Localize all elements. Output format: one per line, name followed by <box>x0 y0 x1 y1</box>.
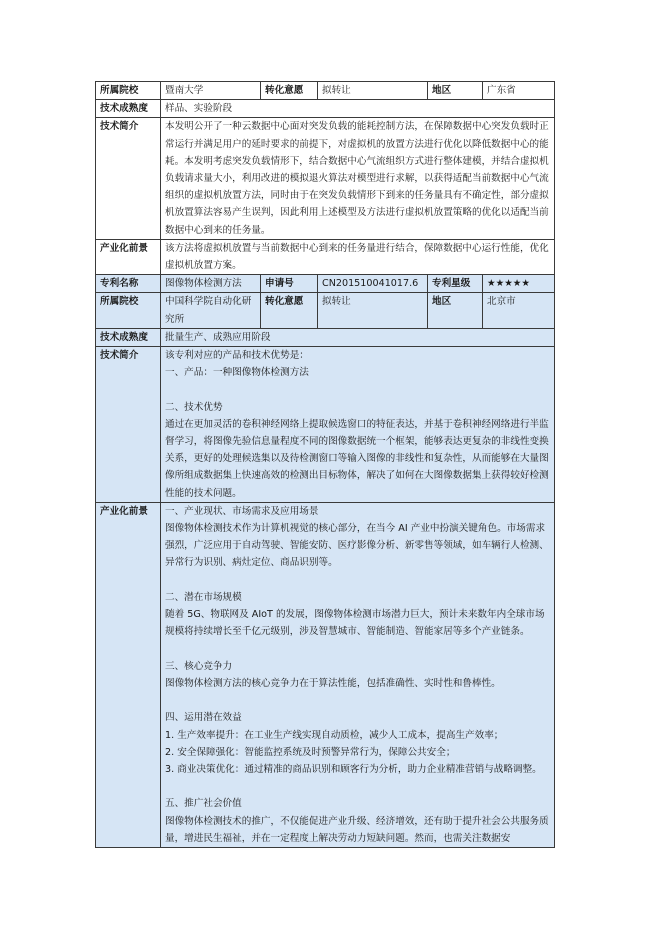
r1-maturity-row <box>96 100 555 118</box>
r2-region-label: 地区 <box>428 293 483 328</box>
r1-industry-row <box>96 239 555 274</box>
r2-patent-name-label: 专利名称 <box>96 275 161 293</box>
r1-maturity-value: 样品、实验阶段 <box>161 100 555 118</box>
r2-maturity-row <box>96 328 555 346</box>
r1-maturity-label: 技术成熟度 <box>96 100 161 118</box>
r2-maturity-label: 技术成熟度 <box>96 328 161 346</box>
r1-region-label: 地区 <box>428 82 483 100</box>
r1-industry-label: 产业化前景 <box>96 239 161 274</box>
r2-institution-label: 所属院校 <box>96 293 161 328</box>
r2-intro-row <box>96 347 555 503</box>
r1-region-value: 广东省 <box>483 82 555 100</box>
r1-transfer-label: 转化意愿 <box>261 82 318 100</box>
r2-info-row <box>96 293 555 328</box>
r2-industry-label: 产业化前景 <box>96 502 161 847</box>
r1-transfer-value: 拟转让 <box>318 82 428 100</box>
r1-institution-value: 暨南大学 <box>161 82 261 100</box>
r2-star-label: 专利星级 <box>428 275 483 293</box>
r2-star-rating: ★★★★★ <box>483 275 555 293</box>
r1-intro-value: 本发明公开了一种云数据中心面对突发负载的能耗控制方法，在保障数据中心突发负载时正常运行并满足用户的延时要求的前提下，对虚拟机的放置方法进行优化以降低数据中心的能耗。本发明考虑突发负载情形下，结合数据中心气流组织方式进行整体建模，并结合虚拟机负载请求量大小，利用改进的模拟退火算法对模型进行求解，以获得适配当前数据中心气流组织的虚拟机放置方法，同时由于在突发负载情形下到来的任务量具有不确定性，部分虚拟机放置算法容易产生误判，因此利用上述模型及方法进行虚拟机放置策略的优化以适配当前数据中心到来的任务量。 <box>161 118 555 239</box>
r1-institution-label: 所属院校 <box>96 82 161 100</box>
r2-region-value: 北京市 <box>483 293 555 328</box>
r2-industry-row <box>96 502 555 847</box>
r2-industry-value: 一、产业现状、市场需求及应用场景 图像物体检测技术作为计算机视觉的核心部分，在当今 AI 产业中扮演关键角色。市场需求强烈，广泛应用于自动驾驶、智能安防、医疗影像分析、新零售等领域，如车辆行人检测、异常行为识别、病灶定位、商品识别等。 二、潜在市场规模 随着 5G、物联网及 AIoT 的发展，图像物体检测市场潜力巨大，预计未来数年内全球市场规模将持续增长至千亿元级别，涉及智慧城市、智能制造、智能家居等多个产业链条。 三、核心竞争力 图像物体检测方法的核心竞争力在于算法性能，包括准确性、实时性和鲁棒性。 四、运用潜在效益 1. 生产效率提升：在工业生产线实现自动质检，减少人工成本，提高生产效率； 2. 安全保障强化：智能监控系统及时预警异常行为，保障公共安全； 3. 商业决策优化：通过精准的商品识别和顾客行为分析，助力企业精准营销与战略调整。 五、推广社会价值 图像物体检测技术的推广，不仅能促进产业升级、经济增效，还有助于提升社会公共服务质量，增进民生福祉，并在一定程度上解决劳动力短缺问题。然而，也需关注数据安 <box>161 502 555 847</box>
r2-patent-name-value: 图像物体检测方法 <box>161 275 261 293</box>
patent-table <box>95 81 555 848</box>
r2-transfer-value: 拟转让 <box>318 293 428 328</box>
r1-intro-label: 技术简介 <box>96 118 161 239</box>
r1-info-row <box>96 82 555 100</box>
r2-intro-value: 该专利对应的产品和技术优势是： 一、产品：一种图像物体检测方法 二、技术优势 通过在更加灵活的卷积神经网络上提取候选窗口的特征表达，并基于卷积神经网络进行半监督学习，将图像先验信息量程度不同的图像数据统一个框架，能够表达更复杂的非线性变换关系，更好的处理候选集以及待检测窗口等输入图像的非线性和复杂性，从而能够在大量图像所组成数据集上快速高效的检测出目标物体，解决了如何在大图像数据集上获得较好检测性能的技术问题。 <box>161 347 555 503</box>
r2-institution-value: 中国科学院自动化研究所 <box>161 293 261 328</box>
r1-industry-value: 该方法将虚拟机放置与当前数据中心到来的任务量进行结合，保障数据中心运行性能，优化虚拟机放置方案。 <box>161 239 555 274</box>
r2-maturity-value: 批量生产、成熟应用阶段 <box>161 328 555 346</box>
r2-transfer-label: 转化意愿 <box>261 293 318 328</box>
r2-application-no-value: CN201510041017.6 <box>318 275 428 293</box>
r1-intro-row <box>96 118 555 239</box>
r2-patent-row <box>96 275 555 293</box>
r2-application-no-label: 申请号 <box>261 275 318 293</box>
r2-intro-label: 技术简介 <box>96 347 161 503</box>
